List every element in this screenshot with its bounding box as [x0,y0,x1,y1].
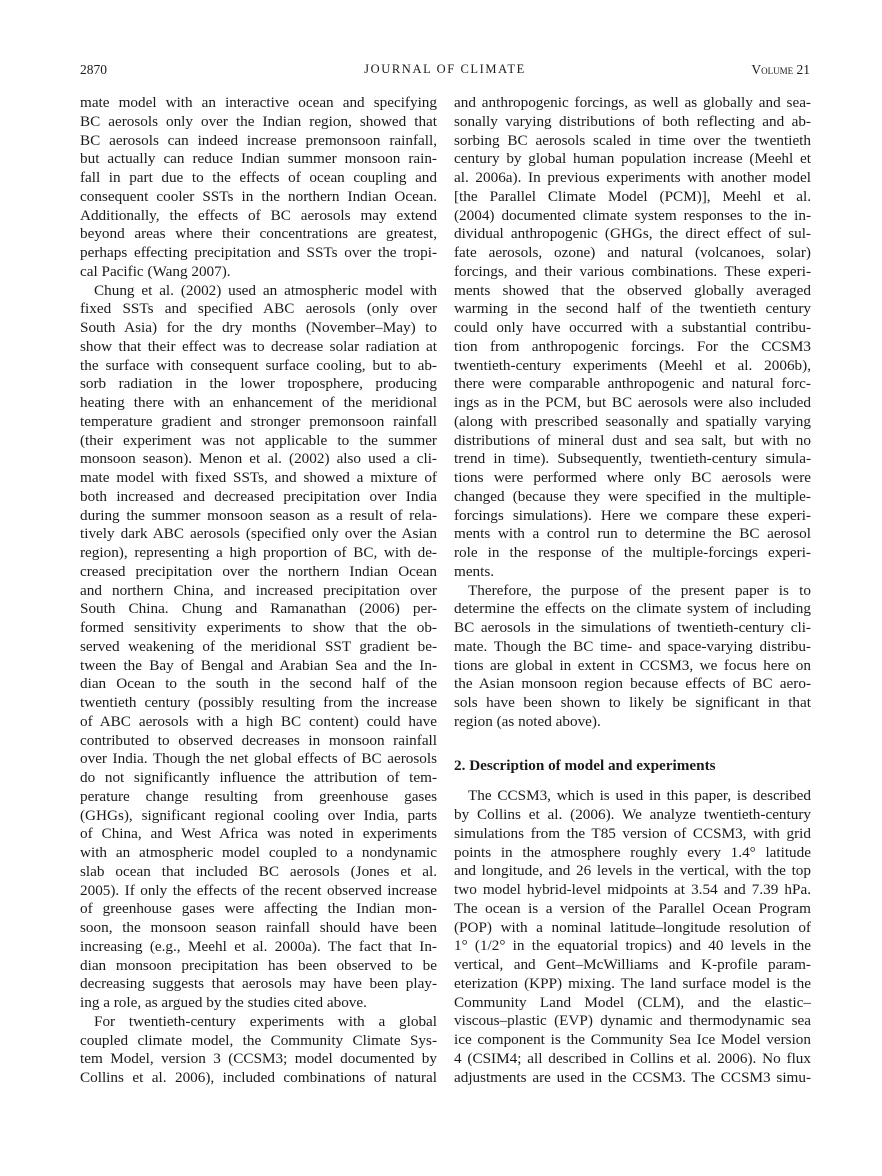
section-heading: 2. Description of model and experiments [454,756,716,774]
journal-title: JOURNAL OF CLIMATE [364,62,526,76]
text-line: fixed SSTs and specified ABC aerosols (only over [80,300,437,318]
text-line: two model hybrid-level midpoints at 3.54 and 7.39 hPa. [454,881,811,898]
text-line: [the Parallel Climate Model (PCM)], Meehl et al. [454,187,811,205]
text-line: twentieth century (possibly resulting from the increase [80,694,437,711]
text-line: dian monsoon precipitation has been observed to be [80,956,437,974]
paragraph [454,787,811,1087]
text-line: by Collins et al. (2006). We analyze twentieth-century [454,806,811,823]
text-line: ings as in the PCM, but BC aerosols were also included [454,394,811,411]
text-line: formed sensitivity experiments to show that the ob- [80,619,437,636]
text-line: coupled climate model, the Community Climate Sys- [80,1031,437,1049]
text-line: (along with prescribed seasonally and spatially varying [454,412,811,430]
text-line: al. 2006a). In previous experiments with another model [454,169,811,186]
text-line: Collins et al. 2006), included combinations of natural [80,1069,437,1086]
text-line: The CCSM3, which is used in this paper, is described [468,787,811,805]
text-line: during the summer monsoon season as a result of rela- [80,506,437,524]
text-line: there were comparable anthropogenic and natural forc- [454,375,811,393]
text-line: and longitude, and 26 levels in the vertical, with the top [454,862,811,880]
text-line: eterization (KPP) mixing. The land surface model is the [454,974,811,992]
text-line: role in the response of the multiple-forcings experi- [454,544,811,561]
text-line: BC aerosols in the simulations of twentieth-century cli- [454,619,811,636]
text-line: dividual anthropogenic (GHGs, the direct effect of sul- [454,225,811,243]
text-line: The ocean is a version of the Parallel Ocean Program [454,899,811,917]
text-line: (2004) documented climate system responses to the in- [454,206,811,224]
text-line: temperature gradient and stronger premonsoon rainfall [80,412,437,430]
text-line: (GHGs), significant regional cooling over India, parts [80,806,437,824]
text-line: tively dark ABC aerosols (specified only over the Asian [80,525,437,543]
text-line: determine the effects on the climate system of including [454,600,811,618]
text-line: region (as noted above). [454,712,601,730]
text-line: BC aerosols can indeed increase premonsoon rainfall, [80,131,437,149]
text-line: South China. Chung and Ramanathan (2006) per- [80,600,437,618]
text-line: 2005). If only the effects of the recent observed increase [80,881,437,899]
text-line: (their experiment was not applicable to the summer [80,431,437,449]
text-line: both increased and decreased precipitation over India [80,487,437,505]
text-line: distributions of mineral dust and sea salt, but with no [454,431,811,449]
paragraph [454,582,811,732]
text-line: points in the atmosphere roughly every 1.4° latitude [454,843,811,861]
text-line: dian Ocean to the south in the second half of the [80,675,437,693]
text-line: tween the Bay of Bengal and Arabian Sea and the In- [80,656,437,674]
section-spacer [454,775,811,787]
text-line: forcings simulations). Here we compare these experi- [454,506,811,524]
text-line: forcings, and their various combinations. These experi- [454,262,811,280]
text-line: tion from anthropogenic forcings. For the CCSM3 [454,337,811,355]
section-spacer [454,732,811,757]
text-line: perature change resulting from greenhouse gases [80,787,437,805]
text-line: with an atmospheric model coupled to a nondynamic [80,844,437,861]
text-line: monsoon season). Menon et al. (2002) also used a cli- [80,450,437,468]
text-line: tions are global in extent in CCSM3, we focus here on [454,656,811,674]
text-line: cal Pacific (Wang 2007). [80,262,231,280]
volume-label: Volume 21 [751,62,810,77]
text-line: beyond areas where their concentrations are greatest, [80,225,437,243]
text-line: adjustments are used in the CCSM3. The CCSM3 simu- [454,1068,811,1086]
text-line: 4 (CSIM4; all described in Collins et al. 2006). No flux [454,1049,811,1067]
text-line: the surface with consequent surface cooling, but to ab- [80,356,437,374]
text-line: sorb radiation in the lower troposphere, producing [80,375,437,393]
text-line: the Asian monsoon region because effects of BC aero- [454,675,811,693]
text-line: warming in the second half of the twentieth century [454,300,811,318]
running-header [80,62,810,82]
text-line: sorbing BC aerosols scaled in time over the twentieth [454,131,811,149]
text-line: South Asia) for the dry months (November–May) to [80,319,437,336]
text-line: Additionally, the effects of BC aerosols may extend [80,206,437,224]
text-line: slab ocean that included BC aerosols (Jones et al. [80,862,437,880]
text-line: soon, the monsoon season rainfall should have been [80,919,437,936]
left-column [80,94,437,1088]
text-line: decreasing suggests that aerosols may have been play- [80,975,437,993]
text-line: mate model with an interactive ocean and specifying [80,94,437,111]
text-line: century by global human population increase (Meehl et [454,150,811,168]
text-line: but actually can reduce Indian summer monsoon rain- [80,150,437,168]
text-line: Therefore, the purpose of the present paper is to [468,581,811,599]
text-line: fall in part due to the effects of ocean coupling and [80,169,437,186]
text-line: perhaps effecting precipitation and SSTs over the tropi- [80,244,437,261]
text-line: heating there with an enhancement of the meridional [80,394,437,411]
text-line: ice component is the Community Sea Ice Model version [454,1031,811,1048]
text-line: changed (because they were specified in the multiple- [454,487,811,505]
text-line: ments. [454,562,495,580]
right-column [454,94,811,1087]
text-line: could only have occurred with a substantial contribu- [454,319,811,336]
text-line: region), representing a high proportion of BC, with de- [80,544,437,561]
text-line: tions were performed where only BC aerosols were [454,469,811,486]
text-line: (POP) with a nominal latitude–longitude resolution of [454,918,811,936]
text-line: of greenhouse gases were affecting the Indian mon- [80,900,437,918]
text-line: over India. Though the net global effects of BC aerosols [80,750,437,768]
text-line: and anthropogenic forcings, as well as globally and sea- [454,94,811,111]
text-line: simulations from the T85 version of CCSM3, with grid [454,824,811,842]
text-line: of ABC aerosols with a high BC content) could have [80,712,437,730]
text-line: tem Model, version 3 (CCSM3; model documented by [80,1050,437,1068]
text-line: served weakening of the meridional SST gradient be- [80,637,437,655]
text-line: BC aerosols only over the Indian region, showed that [80,112,437,130]
text-line: ing a role, as argued by the studies cited above. [80,994,367,1011]
text-line: mate. Though the BC time- and space-varying distribu- [454,637,811,655]
text-line: do not significantly influence the attribution of tem- [80,769,437,786]
text-line: viscous–plastic (EVP) dynamic and thermodynamic sea [454,1012,811,1030]
text-line: contributed to observed decreases in monsoon rainfall [80,731,437,749]
paragraph [454,94,811,582]
text-line: show that their effect was to decrease solar radiation at [80,337,437,355]
text-line: increasing (e.g., Meehl et al. 2000a). The fact that In- [80,937,437,955]
text-line: sonally varying distributions of both reflecting and ab- [454,112,811,130]
text-line: and northern China, and increased precipitation over [80,581,437,599]
text-line: mate model with fixed SSTs, and showed a mixture of [80,469,437,486]
page-number: 2870 [80,62,107,77]
text-line: Community Land Model (CLM), and the elastic– [454,993,811,1011]
text-line: twentieth-century experiments (Meehl et al. 2006b), [454,356,811,374]
text-line: For twentieth-century experiments with a global [94,1012,437,1030]
paragraph [80,1013,437,1088]
text-line: consequent cooler SSTs in the northern Indian Ocean. [80,187,437,205]
text-line: Chung et al. (2002) used an atmospheric model with [94,281,437,299]
text-line: trend in time). Subsequently, twentieth-century simula- [454,450,811,468]
paragraph [80,282,437,1013]
text-line: 1° (1/2° in the equatorial tropics) and 40 levels in the [454,937,811,955]
text-line: vertical, and Gent–McWilliams and K-profile param- [454,956,811,973]
paragraph [80,94,437,282]
text-line: of China, and West Africa was noted in experiments [80,825,437,843]
text-line: creased precipitation over the northern Indian Ocean [80,562,437,580]
text-line: ments showed that the observed globally averaged [454,281,811,299]
text-line: sols have been shown to likely be significant in that [454,694,811,711]
text-line: fate aerosols, ozone) and natural (volcanoes, solar) [454,244,811,261]
text-line: ments with a control run to determine the BC aerosol [454,525,811,543]
